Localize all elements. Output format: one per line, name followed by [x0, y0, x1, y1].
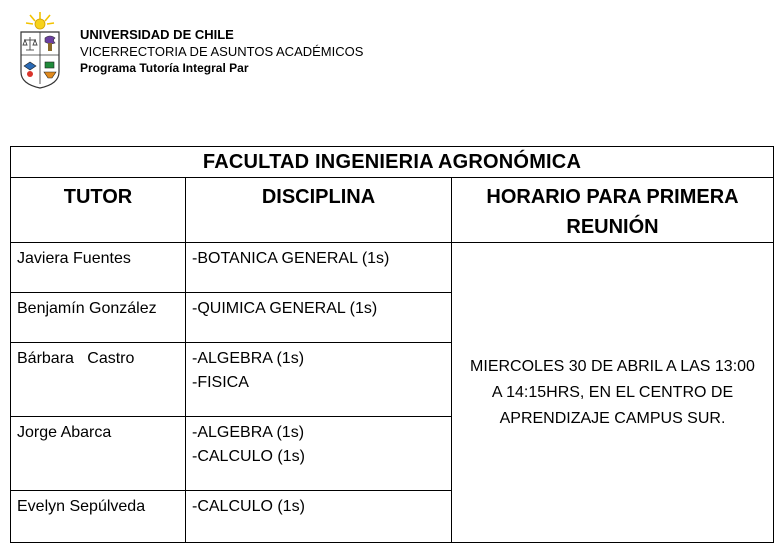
tutor-name: Bárbara Castro: [11, 343, 186, 417]
tutor-name: Jorge Abarca: [11, 417, 186, 491]
university-seal-icon: [18, 10, 62, 90]
column-header-horario: HORARIO PARA PRIMERA REUNIÓN: [452, 178, 774, 243]
table-row: [11, 243, 774, 293]
discipline-cell: -ALGEBRA (1s) -CALCULO (1s): [186, 417, 452, 491]
tutor-name: Javiera Fuentes: [11, 243, 186, 293]
tutor-schedule-table: [10, 146, 774, 543]
tutor-name: Evelyn Sepúlveda: [11, 491, 186, 543]
vice-rectorate-name: VICERRECTORIA DE ASUNTOS ACADÉMICOS: [80, 44, 364, 59]
faculty-title: FACULTAD INGENIERIA AGRONÓMICA: [11, 147, 774, 178]
discipline-cell: -QUIMICA GENERAL (1s): [186, 293, 452, 343]
column-header-disciplina: DISCIPLINA: [186, 178, 452, 243]
meeting-schedule: MIERCOLES 30 DE ABRIL A LAS 13:00 A 14:15HRS, EN EL CENTRO DE APRENDIZAJE CAMPUS SUR.: [452, 243, 774, 543]
university-name: UNIVERSIDAD DE CHILE: [80, 27, 234, 42]
discipline-cell: -BOTANICA GENERAL (1s): [186, 243, 452, 293]
program-name: Programa Tutoría Integral Par: [80, 61, 249, 75]
discipline-cell: -CALCULO (1s): [186, 491, 452, 543]
tutor-name: Benjamín González: [11, 293, 186, 343]
discipline-cell: -ALGEBRA (1s) -FISICA: [186, 343, 452, 417]
column-header-tutor: TUTOR: [11, 178, 186, 243]
